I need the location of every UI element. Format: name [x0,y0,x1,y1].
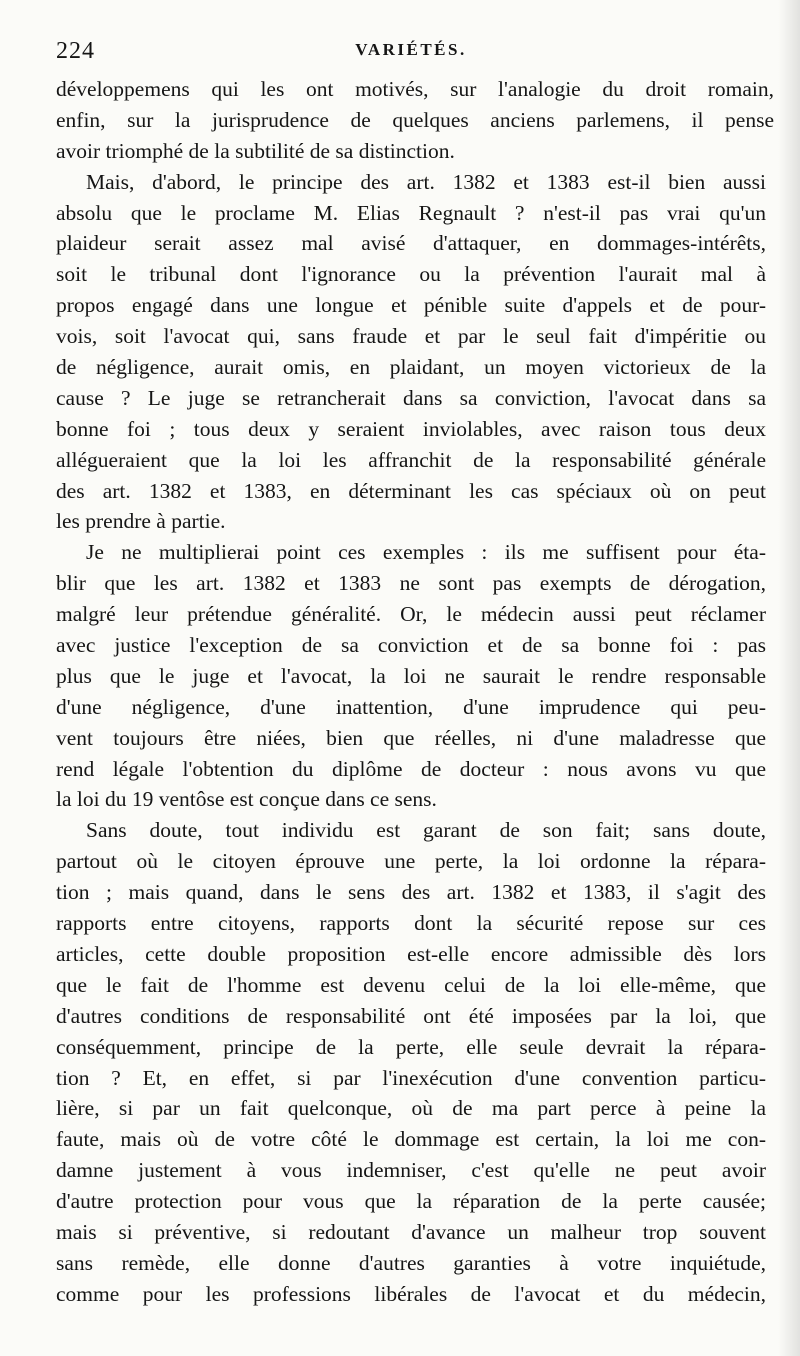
text-line: la loi du 19 ventôse est conçue dans ce sens. [56,787,437,812]
text-line: partout où le citoyen éprouve une perte, la loi ordonne la répara- [56,849,766,874]
text-line: Je ne multiplierai point ces exemples : ils me suffisent pour éta- [86,540,766,565]
text-line: que le fait de l'homme est devenu celui de la loi elle-même, que [56,972,766,997]
text-line: des art. 1382 et 1383, en déterminant les cas spéciaux où on peut [56,478,766,503]
page-edge-shadow [778,0,800,1356]
text-line: rapports entre citoyens, rapports dont la sécurité repose sur ces [56,911,766,936]
page-body [56,74,774,1310]
text-line: bonne foi ; tous deux y seraient inviolables, avec raison tous deux [56,416,766,441]
text-line: blir que les art. 1382 et 1383 ne sont pas exempts de dérogation, [56,571,766,596]
text-line: comme pour les professions libérales de l'avocat et du médecin, [56,1281,766,1306]
text-line: sans remède, elle donne d'autres garanties à votre inquiétude, [56,1250,766,1275]
text-line: d'autre protection pour vous que la réparation de la perte causée; [56,1189,766,1214]
text-line: avoir triomphé de la subtilité de sa distinction. [56,138,455,163]
text-line: rend légale l'obtention du diplôme de docteur : nous avons vu que [56,756,766,781]
text-line: vois, soit l'avocat qui, sans fraude et par le seul fait d'impéritie ou [56,324,766,349]
text-line: articles, cette double proposition est-elle encore admissible dès lors [56,941,766,966]
text-line: absolu que le proclame M. Elias Regnault ? n'est-il pas vrai qu'un [56,200,766,225]
text-line: tion ? Et, en effet, si par l'inexécution d'une convention particu- [56,1065,766,1090]
text-line: Sans doute, tout individu est garant de son fait; sans doute, [86,818,766,843]
text-line: développemens qui les ont motivés, sur l'analogie du droit romain, [56,77,774,101]
text-line: plaideur serait assez mal avisé d'attaquer, en dommages-intérêts, [56,231,766,256]
text-line: tion ; mais quand, dans le sens des art. 1382 et 1383, il s'agit des [56,880,766,905]
text-line: malgré leur prétendue généralité. Or, le médecin aussi peut réclamer [56,602,766,627]
text-line: avec justice l'exception de sa conviction et de sa bonne foi : pas [56,633,766,658]
page-number: 224 [56,38,95,64]
text-line: lière, si par un fait quelconque, où de ma part perce à peine la [56,1096,766,1121]
text-line: faute, mais où de votre côté le dommage est certain, la loi me con- [56,1127,766,1152]
text-line: les prendre à partie. [56,509,226,534]
text-line: enfin, sur la jurisprudence de quelques anciens parlemens, il pense [56,107,774,132]
text-line: d'autres conditions de responsabilité ont été imposées par la loi, que [56,1003,766,1028]
text-line: soit le tribunal dont l'ignorance ou la prévention l'aurait mal à [56,262,766,287]
text-line: vent toujours être niées, bien que réelles, ni d'une maladresse que [56,725,766,750]
text-line: plus que le juge et l'avocat, la loi ne saurait le rendre responsable [56,663,766,688]
text-line: damne justement à vous indemniser, c'est qu'elle ne peut avoir [56,1158,766,1183]
running-title: VARIÉTÉS. [355,40,467,59]
text-line: d'une négligence, d'une inattention, d'une imprudence qui peu- [56,694,766,719]
text-line: propos engagé dans une longue et pénible suite d'appels et de pour- [56,293,766,318]
text-line: mais si préventive, si redoutant d'avance un malheur trop souvent [56,1219,766,1244]
text-line: allégueraient que la loi les affranchit de la responsabilité générale [56,447,766,472]
text-line: conséquemment, principe de la perte, elle seule devrait la répara- [56,1034,766,1059]
text-line: cause ? Le juge se retrancherait dans sa conviction, l'avocat dans sa [56,385,766,410]
text-line: Mais, d'abord, le principe des art. 1382 et 1383 est-il bien aussi [86,169,766,194]
text-line: de négligence, aurait omis, en plaidant, un moyen victorieux de la [56,355,766,380]
page-header [56,38,766,68]
